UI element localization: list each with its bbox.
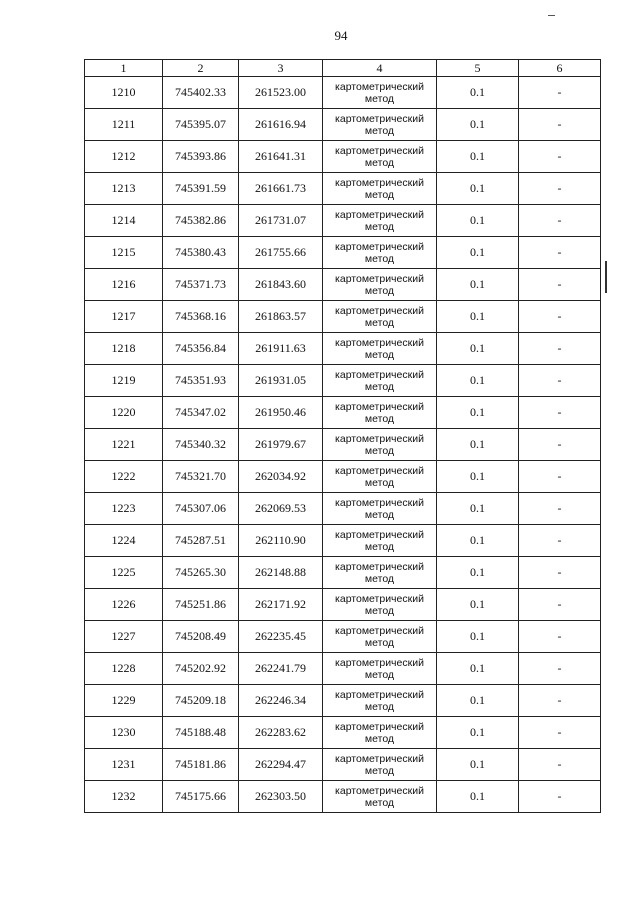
method-line-2: метод: [364, 732, 395, 745]
coord-y-cell: 261979.67: [239, 429, 323, 461]
point-number-cell: 1216: [85, 269, 163, 301]
notes-cell: -: [519, 269, 601, 301]
coord-x-cell: 745371.73: [163, 269, 239, 301]
method-line-1: картометрический: [335, 272, 424, 285]
method-line-1: картометрический: [335, 688, 424, 701]
coord-x-cell: 745265.30: [163, 557, 239, 589]
method-cell: [323, 461, 437, 493]
table-row: [85, 781, 601, 813]
coord-x-cell: 745356.84: [163, 333, 239, 365]
coord-y-cell: 261911.63: [239, 333, 323, 365]
method-line-2: метод: [364, 700, 395, 713]
accuracy-cell: 0.1: [437, 77, 519, 109]
method-cell: [323, 365, 437, 397]
notes-cell: -: [519, 205, 601, 237]
method-line-1: картометрический: [335, 432, 424, 445]
method-cell: [323, 685, 437, 717]
coord-x-cell: 745321.70: [163, 461, 239, 493]
method-cell: [323, 557, 437, 589]
accuracy-cell: 0.1: [437, 397, 519, 429]
method-line-2: метод: [364, 572, 395, 585]
coord-x-cell: 745202.92: [163, 653, 239, 685]
coord-y-cell: 261931.05: [239, 365, 323, 397]
table-row: [85, 653, 601, 685]
accuracy-cell: 0.1: [437, 749, 519, 781]
table-row: [85, 621, 601, 653]
point-number-cell: 1224: [85, 525, 163, 557]
coord-y-cell: 261755.66: [239, 237, 323, 269]
notes-cell: -: [519, 685, 601, 717]
notes-cell: -: [519, 397, 601, 429]
coord-x-cell: 745402.33: [163, 77, 239, 109]
method-line-1: картометрический: [335, 496, 424, 509]
coord-x-cell: 745368.16: [163, 301, 239, 333]
header-col-4: 4: [323, 60, 437, 77]
table-row: [85, 749, 601, 781]
page-number: 94: [334, 28, 348, 43]
coord-y-cell: 261731.07: [239, 205, 323, 237]
accuracy-cell: 0.1: [437, 557, 519, 589]
method-line-2: метод: [364, 540, 395, 553]
accuracy-cell: 0.1: [437, 109, 519, 141]
method-line-1: картометрический: [335, 528, 424, 541]
notes-cell: -: [519, 653, 601, 685]
method-cell: [323, 429, 437, 461]
method-cell: [323, 333, 437, 365]
table-row: [85, 525, 601, 557]
coord-x-cell: 745209.18: [163, 685, 239, 717]
table-row: [85, 557, 601, 589]
notes-cell: -: [519, 173, 601, 205]
accuracy-cell: 0.1: [437, 237, 519, 269]
method-cell: [323, 781, 437, 813]
point-number-cell: 1225: [85, 557, 163, 589]
coord-x-cell: 745382.86: [163, 205, 239, 237]
coord-y-cell: 262246.34: [239, 685, 323, 717]
coord-y-cell: 261616.94: [239, 109, 323, 141]
method-line-1: картометрический: [335, 592, 424, 605]
point-number-cell: 1228: [85, 653, 163, 685]
coord-y-cell: 262294.47: [239, 749, 323, 781]
table-row: [85, 269, 601, 301]
method-cell: [323, 525, 437, 557]
coord-y-cell: 262283.62: [239, 717, 323, 749]
method-cell: [323, 205, 437, 237]
point-number-cell: 1223: [85, 493, 163, 525]
coord-y-cell: 261843.60: [239, 269, 323, 301]
point-number-cell: 1230: [85, 717, 163, 749]
coord-x-cell: 745347.02: [163, 397, 239, 429]
coord-x-cell: 745351.93: [163, 365, 239, 397]
notes-cell: -: [519, 237, 601, 269]
header-col-1: 1: [85, 60, 163, 77]
side-margin-mark: [605, 261, 607, 293]
table-row: [85, 493, 601, 525]
notes-cell: -: [519, 461, 601, 493]
coord-x-cell: 745340.32: [163, 429, 239, 461]
table-row: [85, 685, 601, 717]
accuracy-cell: 0.1: [437, 429, 519, 461]
table-header-row: [85, 60, 601, 77]
method-cell: [323, 109, 437, 141]
point-number-cell: 1217: [85, 301, 163, 333]
coordinates-table: [84, 59, 601, 813]
table-row: [85, 461, 601, 493]
method-line-1: картометрический: [335, 144, 424, 157]
accuracy-cell: 0.1: [437, 461, 519, 493]
method-line-2: метод: [364, 284, 395, 297]
method-cell: [323, 77, 437, 109]
notes-cell: -: [519, 621, 601, 653]
notes-cell: -: [519, 77, 601, 109]
notes-cell: -: [519, 525, 601, 557]
accuracy-cell: 0.1: [437, 141, 519, 173]
method-line-2: метод: [364, 220, 395, 233]
method-cell: [323, 301, 437, 333]
method-line-1: картометрический: [335, 368, 424, 381]
notes-cell: -: [519, 429, 601, 461]
method-line-1: картометрический: [335, 784, 424, 797]
table-row: [85, 397, 601, 429]
notes-cell: -: [519, 589, 601, 621]
method-line-1: картометрический: [335, 112, 424, 125]
table-row: [85, 205, 601, 237]
table-row: [85, 141, 601, 173]
method-line-2: метод: [364, 380, 395, 393]
method-line-2: метод: [364, 764, 395, 777]
method-line-2: метод: [364, 188, 395, 201]
accuracy-cell: 0.1: [437, 589, 519, 621]
notes-cell: -: [519, 141, 601, 173]
coord-x-cell: 745393.86: [163, 141, 239, 173]
coord-y-cell: 262148.88: [239, 557, 323, 589]
method-cell: [323, 749, 437, 781]
table-row: [85, 333, 601, 365]
accuracy-cell: 0.1: [437, 525, 519, 557]
accuracy-cell: 0.1: [437, 301, 519, 333]
coord-y-cell: 262171.92: [239, 589, 323, 621]
method-line-1: картометрический: [335, 400, 424, 413]
method-cell: [323, 717, 437, 749]
method-cell: [323, 141, 437, 173]
point-number-cell: 1219: [85, 365, 163, 397]
point-number-cell: 1218: [85, 333, 163, 365]
method-line-2: метод: [364, 476, 395, 489]
notes-cell: -: [519, 781, 601, 813]
method-line-2: метод: [364, 252, 395, 265]
method-cell: [323, 237, 437, 269]
notes-cell: -: [519, 109, 601, 141]
table-body: [85, 77, 601, 813]
coord-y-cell: 262303.50: [239, 781, 323, 813]
table-row: [85, 173, 601, 205]
accuracy-cell: 0.1: [437, 717, 519, 749]
point-number-cell: 1222: [85, 461, 163, 493]
method-line-2: метод: [364, 508, 395, 521]
point-number-cell: 1221: [85, 429, 163, 461]
method-cell: [323, 493, 437, 525]
accuracy-cell: 0.1: [437, 333, 519, 365]
coord-x-cell: 745287.51: [163, 525, 239, 557]
table-row: [85, 109, 601, 141]
method-cell: [323, 589, 437, 621]
table-row: [85, 365, 601, 397]
point-number-cell: 1214: [85, 205, 163, 237]
method-line-1: картометрический: [335, 240, 424, 253]
coord-x-cell: 745188.48: [163, 717, 239, 749]
point-number-cell: 1215: [85, 237, 163, 269]
coord-x-cell: 745181.86: [163, 749, 239, 781]
coord-y-cell: 262034.92: [239, 461, 323, 493]
coord-x-cell: 745175.66: [163, 781, 239, 813]
notes-cell: -: [519, 557, 601, 589]
coord-x-cell: 745307.06: [163, 493, 239, 525]
method-cell: [323, 653, 437, 685]
header-col-2: 2: [163, 60, 239, 77]
accuracy-cell: 0.1: [437, 205, 519, 237]
point-number-cell: 1229: [85, 685, 163, 717]
method-line-2: метод: [364, 92, 395, 105]
point-number-cell: 1211: [85, 109, 163, 141]
method-line-2: метод: [364, 156, 395, 169]
method-cell: [323, 173, 437, 205]
coord-y-cell: 261523.00: [239, 77, 323, 109]
method-line-1: картометрический: [335, 656, 424, 669]
point-number-cell: 1227: [85, 621, 163, 653]
coord-y-cell: 261661.73: [239, 173, 323, 205]
point-number-cell: 1210: [85, 77, 163, 109]
table-row: [85, 237, 601, 269]
table-row: [85, 77, 601, 109]
notes-cell: -: [519, 365, 601, 397]
coord-x-cell: 745391.59: [163, 173, 239, 205]
point-number-cell: 1212: [85, 141, 163, 173]
method-line-2: метод: [364, 348, 395, 361]
table-row: [85, 589, 601, 621]
point-number-cell: 1213: [85, 173, 163, 205]
method-line-2: метод: [364, 444, 395, 457]
header-col-5: 5: [437, 60, 519, 77]
coord-y-cell: 261863.57: [239, 301, 323, 333]
method-line-2: метод: [364, 604, 395, 617]
accuracy-cell: 0.1: [437, 653, 519, 685]
header-col-6: 6: [519, 60, 601, 77]
accuracy-cell: 0.1: [437, 685, 519, 717]
coord-y-cell: 262069.53: [239, 493, 323, 525]
notes-cell: -: [519, 301, 601, 333]
method-line-2: метод: [364, 316, 395, 329]
accuracy-cell: 0.1: [437, 269, 519, 301]
method-line-1: картометрический: [335, 464, 424, 477]
coord-x-cell: 745251.86: [163, 589, 239, 621]
accuracy-cell: 0.1: [437, 781, 519, 813]
accuracy-cell: 0.1: [437, 621, 519, 653]
header-col-3: 3: [239, 60, 323, 77]
coord-y-cell: 262110.90: [239, 525, 323, 557]
coord-y-cell: 262235.45: [239, 621, 323, 653]
table-row: [85, 717, 601, 749]
coord-y-cell: 262241.79: [239, 653, 323, 685]
notes-cell: -: [519, 749, 601, 781]
method-line-1: картометрический: [335, 752, 424, 765]
method-line-2: метод: [364, 636, 395, 649]
notes-cell: -: [519, 717, 601, 749]
method-line-1: картометрический: [335, 624, 424, 637]
method-line-1: картометрический: [335, 80, 424, 93]
point-number-cell: 1226: [85, 589, 163, 621]
table-row: [85, 429, 601, 461]
notes-cell: -: [519, 333, 601, 365]
coord-x-cell: 745395.07: [163, 109, 239, 141]
method-cell: [323, 621, 437, 653]
method-line-1: картометрический: [335, 176, 424, 189]
accuracy-cell: 0.1: [437, 365, 519, 397]
method-cell: [323, 269, 437, 301]
coord-y-cell: 261641.31: [239, 141, 323, 173]
accuracy-cell: 0.1: [437, 493, 519, 525]
notes-cell: -: [519, 493, 601, 525]
method-line-2: метод: [364, 124, 395, 137]
point-number-cell: 1232: [85, 781, 163, 813]
method-line-1: картометрический: [335, 208, 424, 221]
method-line-1: картометрический: [335, 560, 424, 573]
method-line-2: метод: [364, 796, 395, 809]
method-cell: [323, 397, 437, 429]
point-number-cell: 1231: [85, 749, 163, 781]
method-line-1: картометрический: [335, 304, 424, 317]
table-row: [85, 301, 601, 333]
coord-y-cell: 261950.46: [239, 397, 323, 429]
method-line-1: картометрический: [335, 336, 424, 349]
method-line-2: метод: [364, 668, 395, 681]
coord-x-cell: 745380.43: [163, 237, 239, 269]
top-dash-mark: [548, 15, 555, 16]
method-line-1: картометрический: [335, 720, 424, 733]
accuracy-cell: 0.1: [437, 173, 519, 205]
method-line-2: метод: [364, 412, 395, 425]
point-number-cell: 1220: [85, 397, 163, 429]
coord-x-cell: 745208.49: [163, 621, 239, 653]
